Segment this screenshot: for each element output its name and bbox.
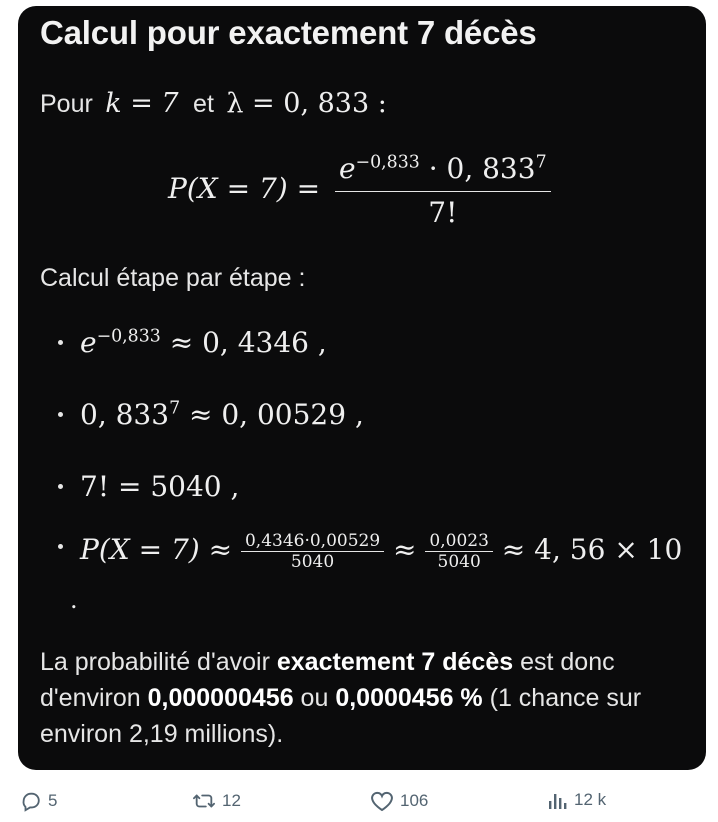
conclusion-bold-3: 0,0000456 % bbox=[335, 684, 483, 712]
step-4-frac1-den: 5040 bbox=[290, 552, 335, 572]
bullet bbox=[58, 412, 63, 417]
reply-icon bbox=[20, 790, 42, 812]
bullet bbox=[58, 484, 63, 489]
repost-icon bbox=[192, 790, 216, 812]
action-bar bbox=[0, 790, 718, 818]
reply-button[interactable] bbox=[20, 790, 57, 812]
step-4-mid: ≈ bbox=[384, 533, 426, 566]
step-2-exp: 7 bbox=[169, 398, 181, 419]
views-button[interactable] bbox=[548, 790, 606, 810]
step-1 bbox=[80, 326, 327, 359]
bullet bbox=[58, 340, 63, 345]
steps-heading: Calcul étape par étape : bbox=[40, 264, 306, 292]
formula-den: 7! bbox=[428, 196, 458, 229]
views-icon bbox=[548, 790, 568, 810]
formula-num-base: e bbox=[338, 152, 356, 185]
formula-fraction bbox=[335, 152, 551, 229]
step-2 bbox=[80, 398, 364, 431]
formula-num-exp: −0,833 bbox=[355, 152, 420, 173]
step-4 bbox=[80, 531, 682, 572]
repost-button[interactable] bbox=[192, 790, 241, 812]
conclusion-text-4: (1 chance sur environ 2,19 millions). bbox=[40, 684, 642, 748]
intro-k: k = 7 bbox=[105, 88, 179, 119]
conclusion-text-3: ou bbox=[293, 684, 336, 712]
views-count: 12 k bbox=[574, 790, 607, 809]
like-count: 106 bbox=[400, 791, 429, 810]
like-icon bbox=[370, 790, 394, 812]
bullet bbox=[58, 544, 63, 549]
step-4-tail: ≈ 4, 56 × 10 bbox=[492, 533, 683, 566]
section-title: Calcul pour exactement 7 décès bbox=[40, 14, 537, 51]
conclusion-text-2: est donc d'environ bbox=[40, 648, 615, 712]
step-2-rest: ≈ 0, 00529 , bbox=[180, 398, 364, 431]
formula-lhs: P(X = 7) = bbox=[168, 172, 321, 205]
formula-num-rest: · 0, 833 bbox=[419, 152, 536, 185]
formula-num-rest-exp: 7 bbox=[535, 152, 547, 173]
like-button[interactable] bbox=[370, 790, 428, 812]
step-4-frac1 bbox=[241, 531, 384, 572]
step-4-frac2-num: 0,0023 bbox=[425, 531, 492, 552]
step-4-lhs: P(X = 7) ≈ bbox=[80, 533, 241, 566]
step-1-base: e bbox=[80, 326, 97, 359]
conclusion-bold-2: 0,000000456 bbox=[147, 684, 294, 712]
response-card bbox=[18, 6, 706, 770]
reply-count: 5 bbox=[48, 791, 58, 810]
step-2-base: 0, 833 bbox=[80, 398, 170, 431]
conclusion-text-1: La probabilité d'avoir bbox=[40, 648, 277, 676]
step-1-rest: ≈ 0, 4346 , bbox=[160, 326, 327, 359]
intro-lambda: λ = 0, 833 : bbox=[226, 88, 387, 119]
conclusion-bold-1: exactement 7 décès bbox=[276, 648, 514, 676]
step-4-frac2-den: 5040 bbox=[437, 552, 481, 572]
step-1-exp: −0,833 bbox=[96, 326, 161, 347]
intro-line bbox=[40, 88, 387, 119]
intro-pour: Pour bbox=[40, 90, 93, 118]
trailing-dot: . bbox=[70, 586, 78, 614]
step-3: 7! = 5040 , bbox=[80, 470, 240, 503]
conclusion-paragraph bbox=[40, 644, 680, 752]
step-4-frac1-num: 0,4346·0,00529 bbox=[241, 531, 384, 552]
step-4-frac2 bbox=[425, 531, 492, 572]
main-formula bbox=[168, 152, 551, 229]
repost-count: 12 bbox=[222, 791, 241, 810]
intro-et: et bbox=[193, 90, 214, 118]
